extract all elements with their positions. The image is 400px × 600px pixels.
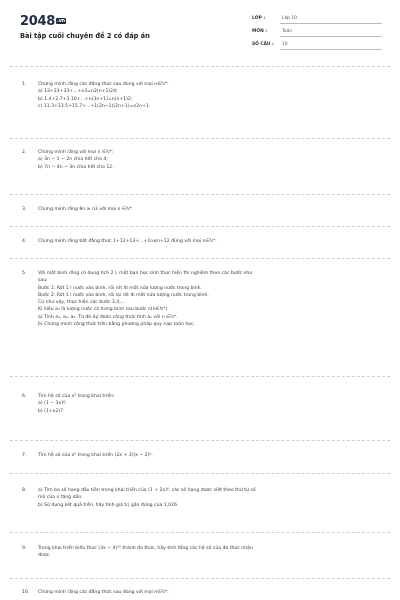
question-text: Tìm hệ số của x³ trong khai triển: [38,394,115,399]
question-part-a: a) 3n − 1 − 2n chia hết cho 4; [38,157,108,163]
question-divider [10,194,390,195]
question-number: 3. [22,207,27,212]
question-number: 2. [22,150,27,155]
question-number: 6. [22,394,27,399]
meta-underline [280,23,382,24]
question-number: 5. [22,271,27,276]
question-number: 7. [22,453,27,458]
question-text: Chứng minh rằng các đẳng thức sau đúng với mọi n∈ℕ*: [38,82,169,87]
meta-class [252,14,382,24]
question-text: Chứng minh rằng với mọi n ∈ℕ*: [38,150,114,155]
question-part-c: c) 11.3+13.5+15.7+...+1(2n−1)(2n+1)=n2n+1. [38,103,151,109]
meta-underline [280,36,382,37]
question-text: được. [38,553,51,559]
question-text: Chứng minh rằng bất đẳng thức 1+12+13+...+1n≤n+12 đúng với mọi n∈ℕ*. [38,239,217,244]
question-text: Tìm hệ số của x⁵ trong khai triển (2x + 3)(x − 2)⁶. [38,453,153,458]
site-logo[interactable] [20,14,66,29]
question-text: Chứng minh rằng các đẳng thức sau đúng với mọi n∈ℕ*: [38,590,169,595]
question-text: sau: [38,278,48,284]
question-part-b: b) 7n − 4n − 3n chia hết cho 12. [38,164,114,170]
question-number: 1. [22,82,27,87]
meta-class-value: Lớp 10 [282,16,297,21]
question-part-a: a) Tính a₁, a₂, a₃. Từ đó dự đoán công thức tính aₙ với n ∈ℕ*. [38,314,178,320]
meta-subject-label: MÔN : [252,29,268,34]
question-part-b: b) Sử dụng kết quả trên, hãy tính giá trị gần đúng của 1,026. [38,502,179,508]
question-text: Với một bình rỗng có dung tích 2 l, một bạn học sinh thực hiện thí nghiệm theo các bước như [38,271,253,276]
question-part-b: b) 1.4+2.7+3.10+...+n(3n+1)=n(n+1)2; [38,96,133,102]
question-text: Cứ như vậy, thực hiện các bước 3,4,... [38,300,126,306]
meta-count-label: SỐ CÂU : [252,42,274,47]
logo-text: 2048 [20,14,55,29]
question-number: 8. [22,488,27,493]
meta-subject-value: Toán [282,29,293,34]
question-divider [10,532,390,533]
question-number: 9. [22,546,27,551]
question-part-a: a) (1 − 3x)⁸; [38,401,67,407]
question-divider [10,226,390,227]
question-part-b: b) (1+x2)7. [38,408,65,414]
question-number: 10. [22,590,30,595]
question-text: Chứng minh rằng 8n ≥ n3 với mọi n ∈ℕ*. [38,207,134,212]
question-divider [10,578,390,579]
question-divider [10,473,390,474]
question-text: Kí hiệu aₙ là lượng nước có trong bình sau bước n(n∈ℕ*). [38,307,169,313]
question-step-1: Bước 1: Rót 1 l nước vào bình, rồi rót đi một nửa lượng nước trong bình. [38,285,202,291]
question-text: Trong khai triển biểu thức (3x − 4)¹⁵ thành đa thức, hãy tính tổng các hệ số của đa thức nhận [38,546,253,551]
question-step-2: Bước 2: Rót 1 l nước vào bình, rồi lại rót đi một nửa lượng nước trong bình. [38,292,209,298]
document-title: Bài tập cuối chuyên đề 2 có đáp án [20,32,150,40]
page-header [0,0,400,64]
meta-class-label: LỚP : [252,16,266,21]
meta-underline [280,49,382,50]
question-divider [10,376,390,377]
question-part-a: a) 13+23+33+...+n3=n2(n+1)24; [38,89,118,95]
meta-count-value: 10 [282,42,288,47]
question-divider [10,258,390,259]
meta-subject [252,27,382,37]
question-divider [10,440,390,441]
header-divider [10,66,390,67]
question-part-b: b) Chứng minh công thức trên bằng phương pháp quy nạp toán học. [38,322,196,328]
meta-count [252,40,382,50]
question-number: 4. [22,239,27,244]
question-part-a: a) Tìm ba số hạng đầu tiên trong khai triển của (1 + 2x)⁶, các số hạng được viết theo thứ tự số [38,488,256,493]
logo-suffix: .vn [56,18,65,24]
question-divider [10,138,390,139]
question-part-a-cont: mũ của x tăng dần. [38,495,83,501]
